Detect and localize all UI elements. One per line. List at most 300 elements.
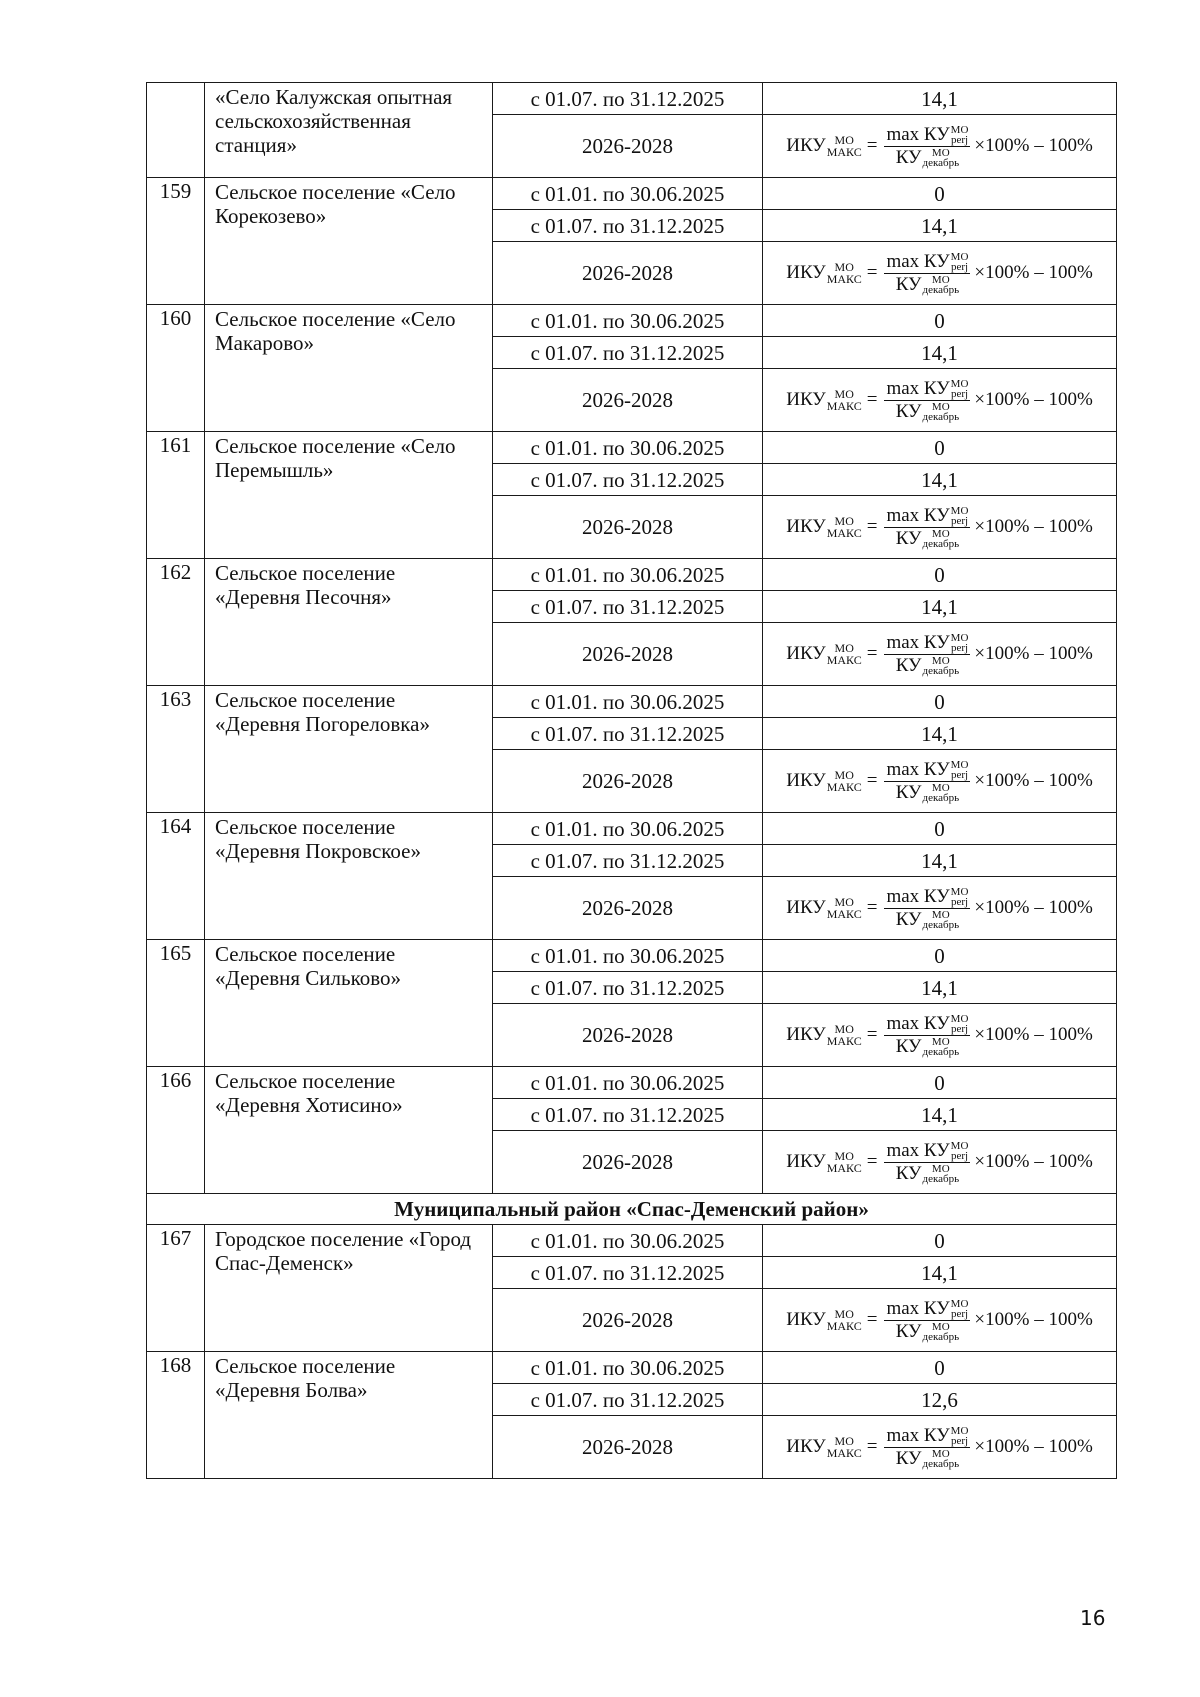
formula-denominator [896, 401, 959, 422]
formula-tail: ×100% – 100% [974, 262, 1093, 283]
formula-lhs-sup: МО [834, 133, 854, 147]
formula-den-indices [922, 1164, 959, 1184]
formula-fraction [884, 379, 970, 422]
value-cell: 14,1 [763, 210, 1117, 242]
formula-equals: = [866, 1151, 878, 1172]
formula-lhs [786, 1150, 862, 1174]
table-row [147, 178, 1117, 210]
formula-fraction [884, 252, 970, 295]
formula-den-indices [922, 275, 959, 295]
formula-lhs [786, 515, 862, 539]
period-cell: с 01.07. по 31.12.2025 [493, 337, 763, 369]
formula-lhs-sub: МАКС [826, 780, 862, 794]
formula-num-sup: МО [950, 1297, 969, 1310]
row-number: 161 [147, 432, 205, 559]
formula-den-sub: декабрь [922, 156, 960, 169]
formula-den-sub: декабрь [922, 283, 960, 296]
period-cell: с 01.01. по 30.06.2025 [493, 1352, 763, 1384]
formula-num-sup: МО [950, 885, 969, 898]
formula-num-indices [951, 887, 969, 907]
formula-lhs-indices [827, 642, 862, 666]
formula-lhs-sub: МАКС [826, 1161, 862, 1175]
formula-cell [763, 1416, 1117, 1479]
formula-num-sub: perj [950, 260, 969, 273]
max-tariff-formula [786, 1141, 1093, 1184]
formula-den-indices [922, 783, 959, 803]
formula-lhs-base: ИКУ [786, 389, 826, 410]
formula-den-sub: декабрь [922, 1172, 960, 1185]
formula-num-indices [951, 506, 969, 526]
value-cell: 14,1 [763, 1257, 1117, 1289]
formula-lhs-sub: МАКС [826, 399, 862, 413]
formula-denominator [896, 1448, 959, 1469]
settlement-name: Сельское поселение «Село Перемышль» [205, 432, 493, 559]
district-header: Муниципальный район «Спас-Деменский район» [147, 1194, 1117, 1225]
formula-denominator [896, 909, 959, 930]
value-cell: 14,1 [763, 83, 1117, 115]
formula-num-indices [951, 125, 969, 145]
formula-num-sup: МО [950, 250, 969, 263]
settlement-name: Сельское поселение «Село Макарово» [205, 305, 493, 432]
formula-num-indices [951, 1014, 969, 1034]
formula-num-indices [951, 1141, 969, 1161]
formula-den-base: КУ [895, 1035, 922, 1057]
formula-num-sup: МО [950, 1424, 969, 1437]
formula-num-sub: perj [950, 895, 969, 908]
formula-lhs-indices [827, 1308, 862, 1332]
period-cell: 2026-2028 [493, 369, 763, 432]
formula-den-sub: декабрь [922, 664, 960, 677]
period-cell: с 01.01. по 30.06.2025 [493, 940, 763, 972]
formula-den-sub: декабрь [922, 1045, 960, 1058]
formula-cell [763, 1131, 1117, 1194]
formula-lhs-sub: МАКС [826, 272, 862, 286]
formula-lhs [786, 1023, 862, 1047]
formula-lhs-sup: МО [834, 895, 854, 909]
formula-num-sup: МО [950, 504, 969, 517]
table-row [147, 813, 1117, 845]
formula-lhs-sup: МО [834, 768, 854, 782]
formula-num-sub: perj [950, 514, 969, 527]
formula-lhs [786, 261, 862, 285]
max-tariff-formula [786, 633, 1093, 676]
formula-lhs-sup: МО [834, 514, 854, 528]
formula-lhs-base: ИКУ [786, 262, 826, 283]
period-cell: с 01.07. по 31.12.2025 [493, 718, 763, 750]
value-cell: 14,1 [763, 1099, 1117, 1131]
formula-numerator [884, 633, 970, 655]
formula-numerator [884, 1426, 970, 1448]
formula-fraction [884, 506, 970, 549]
formula-den-sup: МО [931, 400, 950, 413]
formula-lhs-sup: МО [834, 1307, 854, 1321]
formula-lhs-indices [827, 388, 862, 412]
formula-den-base: КУ [895, 1162, 922, 1184]
period-cell: с 01.01. по 30.06.2025 [493, 178, 763, 210]
formula-den-sup: МО [931, 1162, 950, 1175]
formula-tail: ×100% – 100% [974, 1024, 1093, 1045]
formula-equals: = [866, 897, 878, 918]
formula-lhs-base: ИКУ [786, 643, 826, 664]
period-cell: 2026-2028 [493, 750, 763, 813]
formula-numerator [884, 1141, 970, 1163]
formula-numerator [884, 760, 970, 782]
district-row [147, 1194, 1117, 1225]
table-row [147, 83, 1117, 115]
formula-den-indices [922, 1449, 959, 1469]
table-row [147, 940, 1117, 972]
period-cell: 2026-2028 [493, 242, 763, 305]
formula-num-prefix: max КУ [886, 1424, 950, 1446]
table-row [147, 1225, 1117, 1257]
tariff-index-table [146, 82, 1117, 1479]
formula-num-indices [951, 1426, 969, 1446]
value-cell: 14,1 [763, 464, 1117, 496]
formula-den-sup: МО [931, 654, 950, 667]
settlement-name: Сельское поселение «Деревня Покровское» [205, 813, 493, 940]
formula-denominator [896, 1036, 959, 1057]
formula-fraction [884, 125, 970, 168]
formula-equals: = [866, 262, 878, 283]
period-cell: с 01.01. по 30.06.2025 [493, 813, 763, 845]
period-cell: с 01.01. по 30.06.2025 [493, 559, 763, 591]
formula-denominator [896, 147, 959, 168]
formula-equals: = [866, 516, 878, 537]
formula-den-base: КУ [895, 654, 922, 676]
formula-den-base: КУ [895, 146, 922, 168]
max-tariff-formula [786, 252, 1093, 295]
formula-numerator [884, 125, 970, 147]
formula-cell [763, 750, 1117, 813]
formula-tail: ×100% – 100% [974, 135, 1093, 156]
formula-den-sup: МО [931, 527, 950, 540]
value-cell: 14,1 [763, 972, 1117, 1004]
formula-den-sup: МО [931, 1447, 950, 1460]
formula-lhs-indices [827, 1023, 862, 1047]
formula-equals: = [866, 1024, 878, 1045]
max-tariff-formula [786, 506, 1093, 549]
value-cell: 14,1 [763, 337, 1117, 369]
period-cell: с 01.07. по 31.12.2025 [493, 210, 763, 242]
row-number: 163 [147, 686, 205, 813]
formula-num-indices [951, 760, 969, 780]
formula-num-prefix: max КУ [886, 1139, 950, 1161]
settlement-name: Сельское поселение «Деревня Хотисино» [205, 1067, 493, 1194]
settlement-name: «Село Калужская опытная сельскохозяйственная станция» [205, 83, 493, 178]
value-cell: 14,1 [763, 845, 1117, 877]
formula-den-indices [922, 1322, 959, 1342]
table-row [147, 1352, 1117, 1384]
value-cell: 0 [763, 178, 1117, 210]
formula-num-sub: perj [950, 1434, 969, 1447]
formula-lhs-indices [827, 134, 862, 158]
formula-lhs-sup: МО [834, 1149, 854, 1163]
formula-lhs-base: ИКУ [786, 770, 826, 791]
max-tariff-formula [786, 379, 1093, 422]
value-cell: 0 [763, 1352, 1117, 1384]
settlement-name: Сельское поселение «Деревня Болва» [205, 1352, 493, 1479]
formula-num-indices [951, 1299, 969, 1319]
formula-den-indices [922, 529, 959, 549]
tariff-table-page [146, 82, 1116, 1479]
formula-denominator [896, 528, 959, 549]
formula-lhs-indices [827, 1435, 862, 1459]
formula-cell [763, 877, 1117, 940]
formula-den-indices [922, 1037, 959, 1057]
formula-num-prefix: max КУ [886, 631, 950, 653]
row-number: 160 [147, 305, 205, 432]
formula-lhs-sup: МО [834, 260, 854, 274]
max-tariff-formula [786, 760, 1093, 803]
formula-lhs [786, 134, 862, 158]
table-row [147, 305, 1117, 337]
formula-denominator [896, 655, 959, 676]
formula-lhs-base: ИКУ [786, 1436, 826, 1457]
row-number: 167 [147, 1225, 205, 1352]
max-tariff-formula [786, 1299, 1093, 1342]
formula-tail: ×100% – 100% [974, 1436, 1093, 1457]
formula-tail: ×100% – 100% [974, 770, 1093, 791]
formula-lhs-sub: МАКС [826, 145, 862, 159]
formula-lhs-base: ИКУ [786, 516, 826, 537]
formula-equals: = [866, 770, 878, 791]
formula-tail: ×100% – 100% [974, 897, 1093, 918]
formula-fraction [884, 760, 970, 803]
formula-lhs-indices [827, 515, 862, 539]
formula-den-base: КУ [895, 1447, 922, 1469]
value-cell: 0 [763, 940, 1117, 972]
value-cell: 0 [763, 1067, 1117, 1099]
formula-num-prefix: max КУ [886, 1012, 950, 1034]
formula-den-sub: декабрь [922, 918, 960, 931]
formula-num-prefix: max КУ [886, 123, 950, 145]
formula-cell [763, 1289, 1117, 1352]
formula-num-sub: perj [950, 768, 969, 781]
period-cell: с 01.07. по 31.12.2025 [493, 464, 763, 496]
formula-num-indices [951, 379, 969, 399]
row-number: 164 [147, 813, 205, 940]
formula-lhs [786, 388, 862, 412]
formula-num-prefix: max КУ [886, 504, 950, 526]
formula-equals: = [866, 643, 878, 664]
formula-den-sup: МО [931, 146, 950, 159]
period-cell: с 01.07. по 31.12.2025 [493, 83, 763, 115]
formula-fraction [884, 633, 970, 676]
formula-num-sub: perj [950, 1022, 969, 1035]
period-cell: с 01.01. по 30.06.2025 [493, 1067, 763, 1099]
formula-fraction [884, 1426, 970, 1469]
formula-lhs [786, 1435, 862, 1459]
formula-cell [763, 242, 1117, 305]
value-cell: 14,1 [763, 718, 1117, 750]
formula-denominator [896, 1163, 959, 1184]
formula-denominator [896, 1321, 959, 1342]
period-cell: с 01.01. по 30.06.2025 [493, 1225, 763, 1257]
formula-fraction [884, 887, 970, 930]
formula-lhs-sup: МО [834, 641, 854, 655]
formula-num-prefix: max КУ [886, 885, 950, 907]
formula-den-base: КУ [895, 400, 922, 422]
formula-num-indices [951, 633, 969, 653]
formula-tail: ×100% – 100% [974, 1151, 1093, 1172]
formula-lhs-sub: МАКС [826, 1446, 862, 1460]
formula-den-sup: МО [931, 1035, 950, 1048]
formula-lhs-indices [827, 261, 862, 285]
formula-cell [763, 496, 1117, 559]
formula-fraction [884, 1014, 970, 1057]
formula-den-indices [922, 910, 959, 930]
formula-fraction [884, 1299, 970, 1342]
settlement-name: Сельское поселение «Село Корекозево» [205, 178, 493, 305]
table-row [147, 432, 1117, 464]
formula-numerator [884, 252, 970, 274]
formula-num-prefix: max КУ [886, 250, 950, 272]
formula-num-sub: perj [950, 387, 969, 400]
formula-lhs-indices [827, 1150, 862, 1174]
max-tariff-formula [786, 125, 1093, 168]
formula-num-sup: МО [950, 377, 969, 390]
formula-num-sup: МО [950, 631, 969, 644]
value-cell: 0 [763, 813, 1117, 845]
formula-den-sup: МО [931, 781, 950, 794]
value-cell: 0 [763, 1225, 1117, 1257]
table-row [147, 1067, 1117, 1099]
period-cell: 2026-2028 [493, 496, 763, 559]
period-cell: с 01.07. по 31.12.2025 [493, 1384, 763, 1416]
formula-lhs-sup: МО [834, 1022, 854, 1036]
formula-num-sub: perj [950, 133, 969, 146]
formula-tail: ×100% – 100% [974, 516, 1093, 537]
formula-num-prefix: max КУ [886, 1297, 950, 1319]
formula-den-base: КУ [895, 527, 922, 549]
formula-lhs-sub: МАКС [826, 526, 862, 540]
formula-lhs [786, 769, 862, 793]
value-cell: 12,6 [763, 1384, 1117, 1416]
formula-equals: = [866, 1436, 878, 1457]
formula-equals: = [866, 389, 878, 410]
settlement-name: Сельское поселение «Деревня Погореловка» [205, 686, 493, 813]
formula-den-base: КУ [895, 781, 922, 803]
formula-num-sup: МО [950, 1139, 969, 1152]
period-cell: с 01.01. по 30.06.2025 [493, 432, 763, 464]
period-cell: с 01.07. по 31.12.2025 [493, 845, 763, 877]
formula-den-indices [922, 656, 959, 676]
max-tariff-formula [786, 1426, 1093, 1469]
formula-den-sub: декабрь [922, 1457, 960, 1470]
max-tariff-formula [786, 887, 1093, 930]
row-number: 166 [147, 1067, 205, 1194]
formula-lhs-base: ИКУ [786, 897, 826, 918]
formula-num-sup: МО [950, 758, 969, 771]
formula-den-indices [922, 148, 959, 168]
value-cell: 0 [763, 305, 1117, 337]
formula-cell [763, 1004, 1117, 1067]
formula-equals: = [866, 135, 878, 156]
formula-numerator [884, 1299, 970, 1321]
period-cell: с 01.01. по 30.06.2025 [493, 686, 763, 718]
formula-num-indices [951, 252, 969, 272]
period-cell: с 01.07. по 31.12.2025 [493, 1257, 763, 1289]
formula-lhs [786, 1308, 862, 1332]
formula-den-sub: декабрь [922, 410, 960, 423]
row-number: 168 [147, 1352, 205, 1479]
formula-den-sub: декабрь [922, 1330, 960, 1343]
table-body [147, 83, 1117, 1479]
settlement-name: Сельское поселение «Деревня Песочня» [205, 559, 493, 686]
formula-num-sub: perj [950, 641, 969, 654]
settlement-name: Городское поселение «Город Спас-Деменск» [205, 1225, 493, 1352]
formula-denominator [896, 782, 959, 803]
row-number-cell [147, 83, 205, 178]
formula-den-indices [922, 402, 959, 422]
period-cell: с 01.07. по 31.12.2025 [493, 591, 763, 623]
max-tariff-formula [786, 1014, 1093, 1057]
value-cell: 14,1 [763, 591, 1117, 623]
formula-num-prefix: max КУ [886, 377, 950, 399]
page-number: 16 [1080, 1606, 1106, 1630]
formula-lhs-sub: МАКС [826, 1319, 862, 1333]
table-row [147, 686, 1117, 718]
formula-numerator [884, 1014, 970, 1036]
period-cell: с 01.07. по 31.12.2025 [493, 1099, 763, 1131]
formula-lhs-sup: МО [834, 387, 854, 401]
formula-den-sup: МО [931, 273, 950, 286]
formula-lhs-sub: МАКС [826, 1034, 862, 1048]
formula-cell [763, 115, 1117, 178]
settlement-name: Сельское поселение «Деревня Сильково» [205, 940, 493, 1067]
formula-denominator [896, 274, 959, 295]
formula-numerator [884, 379, 970, 401]
formula-lhs-indices [827, 896, 862, 920]
period-cell: 2026-2028 [493, 115, 763, 178]
value-cell: 0 [763, 686, 1117, 718]
formula-tail: ×100% – 100% [974, 643, 1093, 664]
value-cell: 0 [763, 559, 1117, 591]
formula-cell [763, 623, 1117, 686]
formula-den-sub: декабрь [922, 537, 960, 550]
formula-lhs-base: ИКУ [786, 1024, 826, 1045]
period-cell: 2026-2028 [493, 1416, 763, 1479]
value-cell: 0 [763, 432, 1117, 464]
formula-lhs [786, 642, 862, 666]
row-number: 165 [147, 940, 205, 1067]
period-cell: 2026-2028 [493, 1289, 763, 1352]
formula-numerator [884, 887, 970, 909]
formula-lhs-base: ИКУ [786, 1151, 826, 1172]
period-cell: 2026-2028 [493, 623, 763, 686]
formula-lhs-base: ИКУ [786, 135, 826, 156]
row-number: 162 [147, 559, 205, 686]
formula-den-base: КУ [895, 273, 922, 295]
formula-num-sup: МО [950, 1012, 969, 1025]
formula-num-sub: perj [950, 1149, 969, 1162]
formula-numerator [884, 506, 970, 528]
table-row [147, 559, 1117, 591]
period-cell: с 01.01. по 30.06.2025 [493, 305, 763, 337]
period-cell: 2026-2028 [493, 877, 763, 940]
formula-lhs-sup: МО [834, 1434, 854, 1448]
formula-lhs [786, 896, 862, 920]
formula-cell [763, 369, 1117, 432]
formula-den-sup: МО [931, 1320, 950, 1333]
period-cell: с 01.07. по 31.12.2025 [493, 972, 763, 1004]
formula-equals: = [866, 1309, 878, 1330]
formula-lhs-indices [827, 769, 862, 793]
formula-num-sup: МО [950, 123, 969, 136]
formula-lhs-base: ИКУ [786, 1309, 826, 1330]
formula-den-base: КУ [895, 1320, 922, 1342]
formula-tail: ×100% – 100% [974, 389, 1093, 410]
